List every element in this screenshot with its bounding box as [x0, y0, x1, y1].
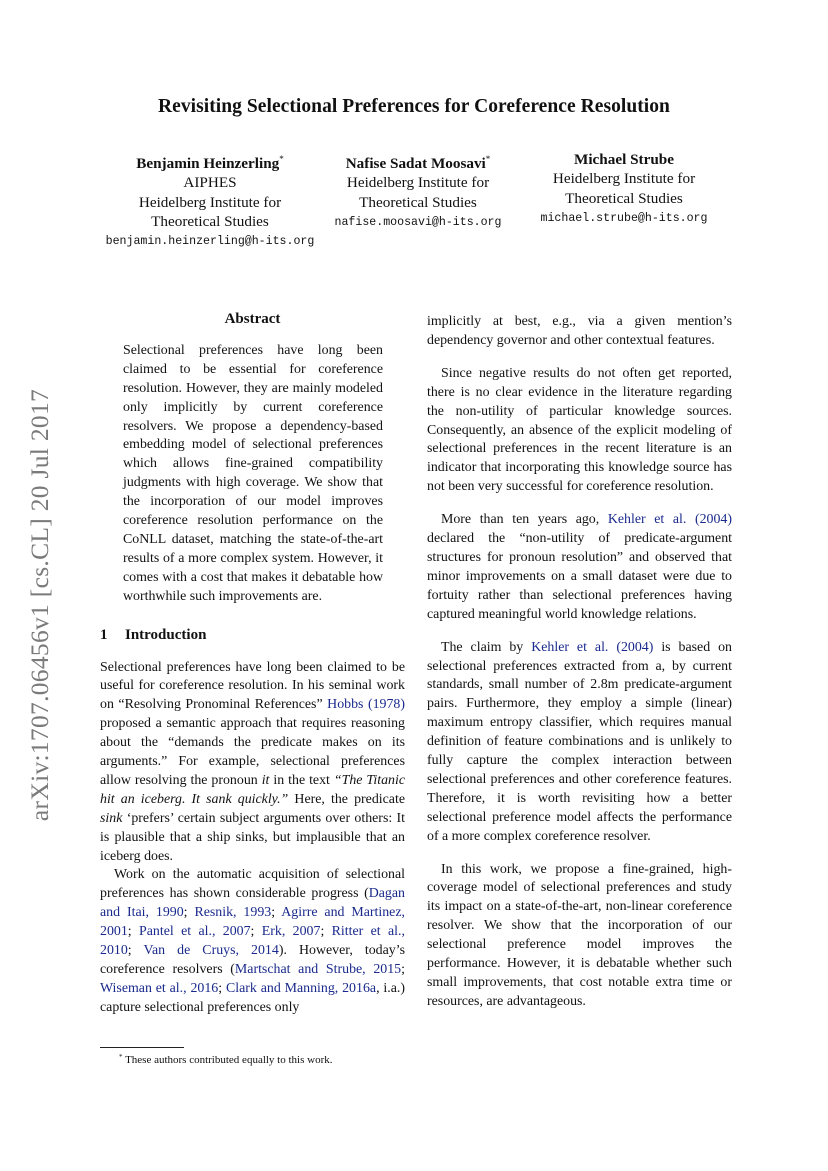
citation-link[interactable]: Van de Cruys, 2014: [143, 943, 279, 959]
left-column: [100, 310, 405, 1018]
author-affiliation: Heidelberg Institute for: [138, 193, 282, 211]
section-title: Introduction: [125, 626, 207, 643]
paper-title: Revisiting Selectional Preferences for Coreference Resolution: [158, 96, 670, 117]
author-name: Michael Strube: [574, 151, 674, 168]
author-block: [320, 150, 516, 232]
citation-link[interactable]: Ritter et al., 2010: [100, 924, 405, 959]
author-mark: *: [485, 154, 491, 164]
author-email: michael.strube@h-its.org: [540, 211, 708, 225]
footnote-mark: *: [119, 1053, 123, 1061]
author-name: Nafise Sadat Moosavi*: [345, 154, 491, 172]
author-affiliation: Theoretical Studies: [359, 193, 477, 211]
footnote-rule: [100, 1047, 184, 1048]
author-affiliation: AIPHES: [183, 174, 237, 192]
section-number: 1: [100, 626, 108, 643]
citation-link[interactable]: Martschat and Strube, 2015: [234, 962, 402, 977]
author-affiliation: Theoretical Studies: [151, 212, 269, 230]
body-paragraph: More than ten years ago, Kehler et al. (2004) declared the “non-utility of predicate-argument structures for pronoun resolution” and observed that minor improvements on a small dataset were due to fortuity rather than selectional preferences having captured meaningful world knowledge relations.: [427, 512, 733, 622]
author-block: [525, 150, 723, 228]
right-column: [427, 313, 732, 1012]
citation-link[interactable]: Kehler et al. (2004): [607, 512, 733, 528]
paper-page: Revisiting Selectional Preferences for Coreference Resolution Benjamin Heinzerling* AIPHES Heidelberg Institute for Theoretical Studies benjamin.heinzerling@h-its.org Nafise Sadat Moosavi* Heidelberg Institute for Theoretical Studies nafise.moosavi@h-its.org Michael Strube Heidelberg Institute for Theoretical Studies michael.strube@h-its.org arXiv:1707.06456v1 [cs.CL] 20 Jul 2017 Abstract Selectional preferences have long been claimed to be essential for coreference resolution. However, they are mainly modeled only implicitly by current coreference resolvers. We propose a dependency-based embedding model of selectional preferences which allows fine-grained compatibility judgments with high coverage. We show that the incorporation of our model improves coreference resolution performance on the CoNLL dataset, matching the state-of-the-art results of a more complex system. However, it comes with a cost that makes it debatable how worthwhile such improvements are. 1 Introduction Selectional preferences have long been claimed to be useful for coreference resolution. In his seminal work on “Resolving Pronominal References” Hobbs (1978) proposed a semantic approach that requires reasoning about the “demands the predicate makes on its arguments.” For example, selectional preferences allow resolving the pronoun it in the text “The Titanic hit an iceberg. It sank quickly.” Here, the predicate sink ‘prefers’ certain subject arguments over others: It is plausible that a ship sinks, but implausible that an iceberg does. Work on the automatic acquisition of selectional preferences has shown considerable progress (Dagan and Itai, 1990; Resnik, 1993; Agirre and Martinez, 2001; Pantel et al., 2007; Erk, 2007; Ritter et al., 2010; Van de Cruys, 2014). However, today’s coreference resolvers (Martschat and Strube, 2015; Wiseman et al., 2016; Clark and Manning, 2016a, i.a.) capture selectional preferences only implicitly at best, e.g., via a given mention’s dependency governor and other contextual features. Since negative results do not often get reported, there is no clear evidence in the literature regarding the non-utility of particular knowledge sources. Consequently, an absence of the explicit modeling of selectional preferences in the recent literature is an indicator that incorporating this knowledge source has not been very successful for coreference resolution. More than ten years ago, Kehler et al. (2004) declared the “non-utility of predicate-argument structures for pronoun resolution” and observed that minor improvements on a small dataset were due to fortuity rather than selectional preferences having captured meaningful world knowledge relations. The claim by Kehler et al. (2004) is based on selectional preferences extracted from a, by current standards, small number of 2.8m predicate-argument pairs. Furthermore, they employ a simple (linear) maximum entropy classifier, which requires manual definition of feature combinations and is unlikely to fully capture the complex interaction between selectional preferences and other coreference features. Therefore, it is worth revisiting how a better selectional preference model affects the performance of a more complex coreference resolver. In this work, we propose a fine-grained, high-coverage model of selectional preferences and study its impact on a state-of-the-art, non-linear coreference resolver. We show that the incorporation of our selectional preference model improves the performance. However, it is debatable whether such small improvements, that cost notable extra time or resources, are advantageous. * These authors contributed equally to this work.: [0, 0, 828, 1171]
citation-link[interactable]: Resnik, 1993: [194, 905, 272, 921]
abstract-text: Selectional preferences have long been claimed to be essential for coreference resolution. However, they are mainly modeled only implicitly by current coreference resolvers. We propose a dependency-based embedding model of selectional preferences which allows fine-grained compatibility judgments with high coverage. We show that the incorporation of our model improves coreference resolution performance on the CoNLL dataset, matching the state-of-the-art results of a more complex system. However, it comes with a cost that makes it debatable how worthwhile such improvements are.: [123, 342, 383, 604]
author-block: [92, 150, 328, 251]
body-paragraph: Work on the automatic acquisition of selectional preferences has shown considerable progress (Dagan and Itai, 1990; Resnik, 1993; Agirre and Martinez, 2001; Pantel et al., 2007; Erk, 2007; Ritter et al., 2010; Van de Cruys, 2014). However, today’s coreference resolvers (Martschat and Strube, 2015; Wiseman et al., 2016; Clark and Manning, 2016a, i.a.) capture selectional preferences only: [100, 867, 406, 1015]
author-mark: *: [279, 154, 284, 164]
citation-link[interactable]: Pantel et al., 2007: [139, 924, 251, 940]
citation-link[interactable]: Dagan and Itai, 1990: [100, 886, 405, 921]
author-email: nafise.moosavi@h-its.org: [334, 215, 502, 229]
author-affiliation: Heidelberg Institute for: [552, 170, 696, 188]
citation-link[interactable]: Agirre and Martinez, 2001: [100, 905, 405, 940]
citation-link[interactable]: Wiseman et al., 2016: [100, 980, 219, 996]
section-heading: [100, 626, 405, 645]
body-paragraph: The claim by Kehler et al. (2004) is based on selectional preferences extracted from a, by current standards, small number of 2.8m predicate-argument pairs. Furthermore, they employ a simple (linear) maximum entropy classifier, which requires manual definition of feature combinations and is unlikely to fully capture the complex interaction between selectional preferences and other coreference features. Therefore, it is worth revisiting how a better selectional preference model affects the performance of a more complex coreference resolver.: [427, 639, 732, 844]
citation-link[interactable]: Clark and Manning, 2016a: [225, 980, 377, 996]
footnote: * These authors contributed equally to this work.: [119, 1053, 333, 1066]
body-paragraph: Selectional preferences have long been claimed to be useful for coreference resolution. In his seminal work on “Resolving Pronominal References” Hobbs (1978) proposed a semantic approach that requires reasoning about the “demands the predicate makes on its arguments.” For example, selectional preferences allow resolving the pronoun it in the text “The Titanic hit an iceberg. It sank quickly.” Here, the predicate sink ‘prefers’ certain subject arguments over others: It is plausible that a ship sinks, but implausible that an iceberg does.: [100, 659, 405, 864]
body-paragraph: In this work, we propose a fine-grained, high-coverage model of selectional preferences and study its impact on a state-of-the-art, non-linear coreference resolver. We show that the incorporation of our selectional preference model improves the performance. However, it is debatable whether such small improvements, that cost notable extra time or resources, are advantageous.: [427, 861, 732, 1009]
body-paragraph: Since negative results do not often get reported, there is no clear evidence in the literature regarding the non-utility of particular knowledge sources. Consequently, an absence of the explicit modeling of selectional preferences in the recent literature is an indicator that incorporating this knowledge source has not been very successful for coreference resolution.: [427, 365, 732, 495]
citation-link[interactable]: Erk, 2007: [261, 924, 321, 940]
citation-link[interactable]: Hobbs (1978): [327, 697, 405, 713]
author-affiliation: Heidelberg Institute for: [346, 174, 490, 192]
author-name: Benjamin Heinzerling*: [136, 154, 284, 172]
author-email: benjamin.heinzerling@h-its.org: [105, 235, 315, 249]
author-affiliation: Theoretical Studies: [565, 189, 683, 207]
citation-link[interactable]: Kehler et al. (2004): [531, 639, 654, 655]
body-paragraph: implicitly at best, e.g., via a given mention’s dependency governor and other contextual features.: [427, 314, 732, 348]
abstract-heading: Abstract: [224, 311, 281, 327]
